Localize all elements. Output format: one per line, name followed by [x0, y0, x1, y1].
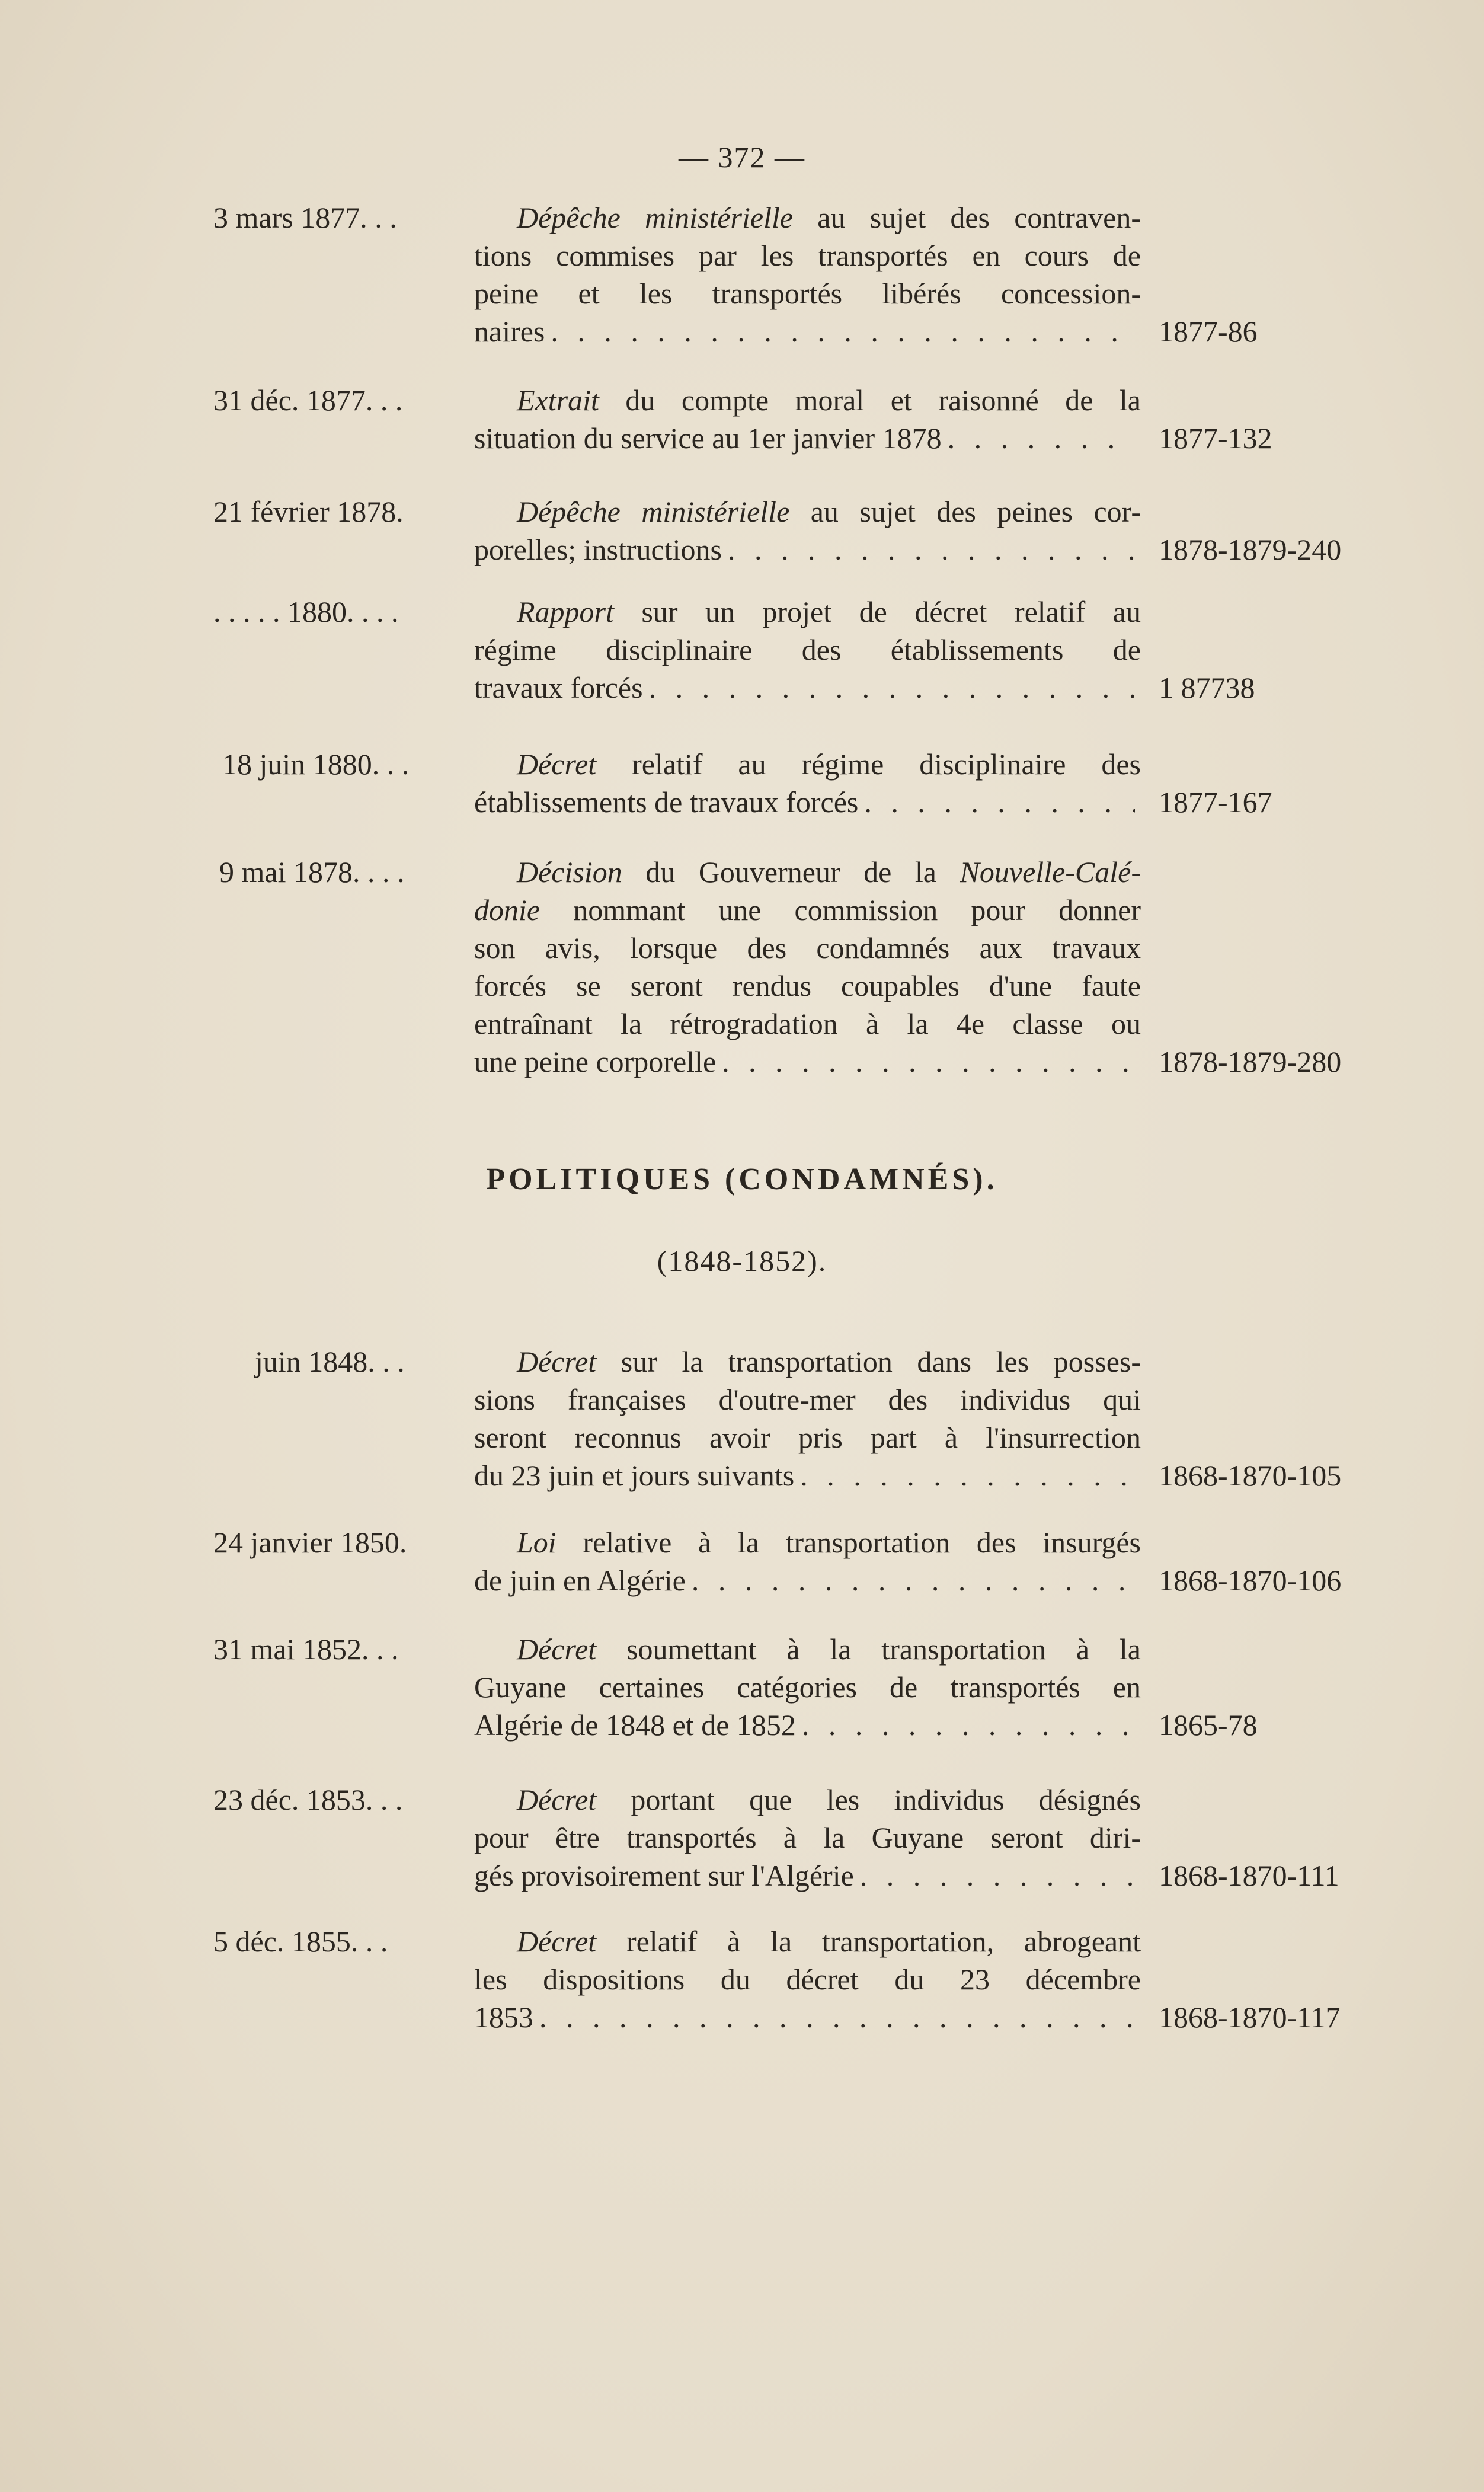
- text-segment: régime disciplinaire des établissements de: [474, 633, 1141, 666]
- text-line: [474, 493, 1141, 531]
- text-line: [474, 1668, 1141, 1706]
- text-segment: portant que les individus désignés: [596, 1783, 1141, 1816]
- text-segment: sions françaises d'outre-mer des individus qui: [474, 1383, 1141, 1416]
- line-text: [517, 495, 1141, 528]
- entry-date: 5 déc. 1855. . .: [213, 1925, 388, 1958]
- italic-term: Décret: [517, 1345, 597, 1378]
- text-segment: au sujet des peines cor-: [789, 495, 1141, 528]
- dot-leader: [860, 1857, 1135, 1894]
- entry-date: 23 déc. 1853. . .: [213, 1783, 403, 1816]
- line-text: [474, 1456, 794, 1494]
- text-line: [474, 237, 1141, 274]
- text-line: [474, 1343, 1141, 1381]
- entry-date: 3 mars 1877. . .: [213, 201, 397, 234]
- line-text: [474, 312, 545, 350]
- text-segment: travaux forcés: [474, 671, 643, 704]
- text-segment: peine et les transportés libérés concession-: [474, 277, 1141, 310]
- entry-reference: 1868-1870-117: [1159, 2001, 1341, 2034]
- text-segment: gés provisoirement sur l'Algérie: [474, 1859, 854, 1892]
- text-line: [474, 967, 1141, 1005]
- italic-term: Décret: [517, 747, 597, 781]
- entry-date: 31 déc. 1877. . .: [213, 384, 403, 417]
- italic-term: Décret: [517, 1632, 597, 1666]
- line-text: [474, 633, 1141, 666]
- text-line: [474, 199, 1141, 237]
- italic-term: Décision: [517, 855, 622, 889]
- text-line: [474, 669, 1141, 707]
- text-segment: situation du service au 1er janvier 1878: [474, 421, 942, 455]
- text-line: [474, 853, 1141, 891]
- line-text: [474, 239, 1141, 272]
- entry-description: [474, 1630, 1141, 1744]
- text-line: [474, 312, 1141, 350]
- line-text: [517, 595, 1141, 628]
- dot-leader: [649, 669, 1135, 707]
- italic-term: Dépêche ministérielle: [517, 495, 790, 528]
- text-segment: entraînant la rétrogradation à la 4e classe ou: [474, 1007, 1141, 1040]
- text-line: [474, 1781, 1141, 1819]
- entry-date: 18 juin 1880. . .: [222, 747, 410, 781]
- line-text: [517, 855, 1141, 889]
- italic-term: Décret: [517, 1783, 597, 1816]
- line-text: [517, 1526, 1141, 1559]
- line-text: [474, 669, 643, 707]
- line-text: [474, 1670, 1141, 1704]
- text-line: [474, 1381, 1141, 1418]
- text-segment: naires: [474, 315, 545, 348]
- line-text: [474, 931, 1141, 964]
- dot-leader: [802, 1706, 1135, 1744]
- entry-description: [474, 853, 1141, 1081]
- text-line: [474, 745, 1141, 783]
- line-text: [474, 1821, 1141, 1854]
- text-segment: seront reconnus avoir pris part à l'insurrection: [474, 1421, 1141, 1454]
- line-text: [474, 531, 722, 568]
- entry-description: [474, 1343, 1141, 1494]
- entry-reference: 1868-1870-111: [1159, 1859, 1339, 1892]
- text-line: [474, 891, 1141, 929]
- text-segment: sur un projet de décret relatif au: [613, 595, 1141, 628]
- line-text: [474, 783, 858, 821]
- text-segment: son avis, lorsque des condamnés aux travaux: [474, 931, 1141, 964]
- text-line: [474, 1456, 1141, 1494]
- dot-leader: [948, 419, 1135, 457]
- line-text: [517, 1632, 1141, 1666]
- text-line: [474, 1523, 1141, 1561]
- entry-reference: 1868-1870-106: [1159, 1564, 1342, 1597]
- entry-description: [474, 381, 1141, 457]
- text-segment: sur la transportation dans les posses-: [596, 1345, 1141, 1378]
- text-line: [474, 1857, 1141, 1894]
- text-line: [474, 631, 1141, 669]
- line-text: [517, 384, 1141, 417]
- text-line: [474, 1998, 1141, 2036]
- entry-date: 31 mai 1852. . .: [213, 1632, 399, 1666]
- text-segment: forcés se seront rendus coupables d'une faute: [474, 969, 1141, 1002]
- line-text: [517, 1925, 1141, 1958]
- italic-term: Extrait: [517, 384, 599, 417]
- entry-description: [474, 1781, 1141, 1894]
- line-text: [517, 1783, 1141, 1816]
- text-segment: Algérie de 1848 et de 1852: [474, 1708, 796, 1742]
- entry-reference: 1865-78: [1159, 1708, 1258, 1742]
- line-text: [474, 1383, 1141, 1416]
- dot-leader: [539, 1998, 1135, 2036]
- entry-date: . . . . . 1880. . . .: [213, 595, 399, 628]
- text-segment: porelles; instructions: [474, 533, 722, 566]
- entry-description: [474, 593, 1141, 707]
- text-segment: Guyane certaines catégories de transportés en: [474, 1670, 1141, 1704]
- entry-description: [474, 745, 1141, 821]
- text-line: [474, 274, 1141, 312]
- text-line: [474, 593, 1141, 631]
- text-line: [474, 1561, 1141, 1599]
- entry-description: [474, 199, 1141, 350]
- italic-term: Rapport: [517, 595, 614, 628]
- dot-leader: [864, 783, 1135, 821]
- line-text: [474, 1043, 716, 1081]
- text-segment: au sujet des contraven-: [793, 201, 1141, 234]
- text-segment: tions commises par les transportés en cours de: [474, 239, 1141, 272]
- text-line: [474, 1706, 1141, 1744]
- entry-reference: 1877-167: [1159, 785, 1272, 819]
- line-text: [474, 419, 942, 457]
- entry-reference: 1878-1879-240: [1159, 533, 1342, 566]
- dot-leader: [551, 312, 1135, 350]
- entry-description: [474, 1922, 1141, 2036]
- text-segment: relatif au régime disciplinaire des: [596, 747, 1141, 781]
- dot-leader: [800, 1456, 1135, 1494]
- italic-term: Nouvelle-Calé-: [960, 855, 1141, 889]
- italic-term: donie: [474, 893, 540, 926]
- line-text: [517, 747, 1141, 781]
- section-period: (1848-1852).: [657, 1244, 827, 1277]
- line-text: [474, 893, 1141, 926]
- text-segment: du compte moral et raisonné de la: [599, 384, 1141, 417]
- text-line: [474, 531, 1141, 568]
- page-number: — 372 —: [679, 140, 805, 174]
- text-segment: une peine corporelle: [474, 1045, 717, 1078]
- dot-leader: [692, 1561, 1135, 1599]
- line-text: [474, 969, 1141, 1002]
- text-segment: 1853: [474, 2001, 533, 2034]
- entry-reference: 1877-132: [1159, 421, 1272, 455]
- entry-description: [474, 1523, 1141, 1599]
- dot-leader: [722, 1043, 1135, 1081]
- line-text: [474, 1998, 533, 2036]
- text-line: [474, 1819, 1141, 1857]
- line-text: [474, 1963, 1141, 1996]
- text-segment: relatif à la transportation, abrogeant: [596, 1925, 1141, 1958]
- entry-description: [474, 493, 1141, 568]
- text-line: [474, 1922, 1141, 1960]
- entry-reference: 1868-1870-105: [1159, 1459, 1342, 1492]
- text-line: [474, 783, 1141, 821]
- text-segment: du 23 juin et jours suivants: [474, 1459, 795, 1492]
- entry-date: juin 1848. . .: [255, 1345, 405, 1378]
- italic-term: Dépêche ministérielle: [517, 201, 794, 234]
- text-line: [474, 419, 1141, 457]
- line-text: [517, 201, 1141, 234]
- entry-date: 9 mai 1878. . . .: [219, 855, 405, 889]
- line-text: [474, 277, 1141, 310]
- entry-reference: 1877-86: [1159, 315, 1258, 348]
- text-segment: soumettant à la transportation à la: [596, 1632, 1141, 1666]
- text-line: [474, 1418, 1141, 1456]
- line-text: [517, 1345, 1141, 1378]
- text-segment: du Gouverneur de la: [622, 855, 960, 889]
- line-text: [474, 1706, 796, 1744]
- text-line: [474, 381, 1141, 419]
- text-line: [474, 929, 1141, 967]
- italic-term: Loi: [517, 1526, 556, 1559]
- text-segment: établissements de travaux forcés: [474, 785, 859, 819]
- entry-date: 21 février 1878.: [213, 495, 404, 528]
- text-line: [474, 1005, 1141, 1043]
- text-line: [474, 1043, 1141, 1081]
- text-line: [474, 1630, 1141, 1668]
- text-segment: pour être transportés à la Guyane seront diri-: [474, 1821, 1141, 1854]
- text-segment: les dispositions du décret du 23 décembre: [474, 1963, 1141, 1996]
- text-line: [474, 1960, 1141, 1998]
- line-text: [474, 1857, 854, 1894]
- line-text: [474, 1561, 686, 1599]
- italic-term: Décret: [517, 1925, 597, 1958]
- text-segment: relative à la transportation des insurgés: [556, 1526, 1141, 1559]
- entry-reference: 1878-1879-280: [1159, 1045, 1342, 1078]
- section-heading: POLITIQUES (CONDAMNÉS).: [486, 1162, 998, 1196]
- line-text: [474, 1007, 1141, 1040]
- entry-date: 24 janvier 1850.: [213, 1526, 407, 1559]
- text-segment: nommant une commission pour donner: [540, 893, 1141, 926]
- text-segment: de juin en Algérie: [474, 1564, 686, 1597]
- dot-leader: [728, 531, 1135, 568]
- entry-reference: 1 87738: [1159, 671, 1255, 704]
- line-text: [474, 1421, 1141, 1454]
